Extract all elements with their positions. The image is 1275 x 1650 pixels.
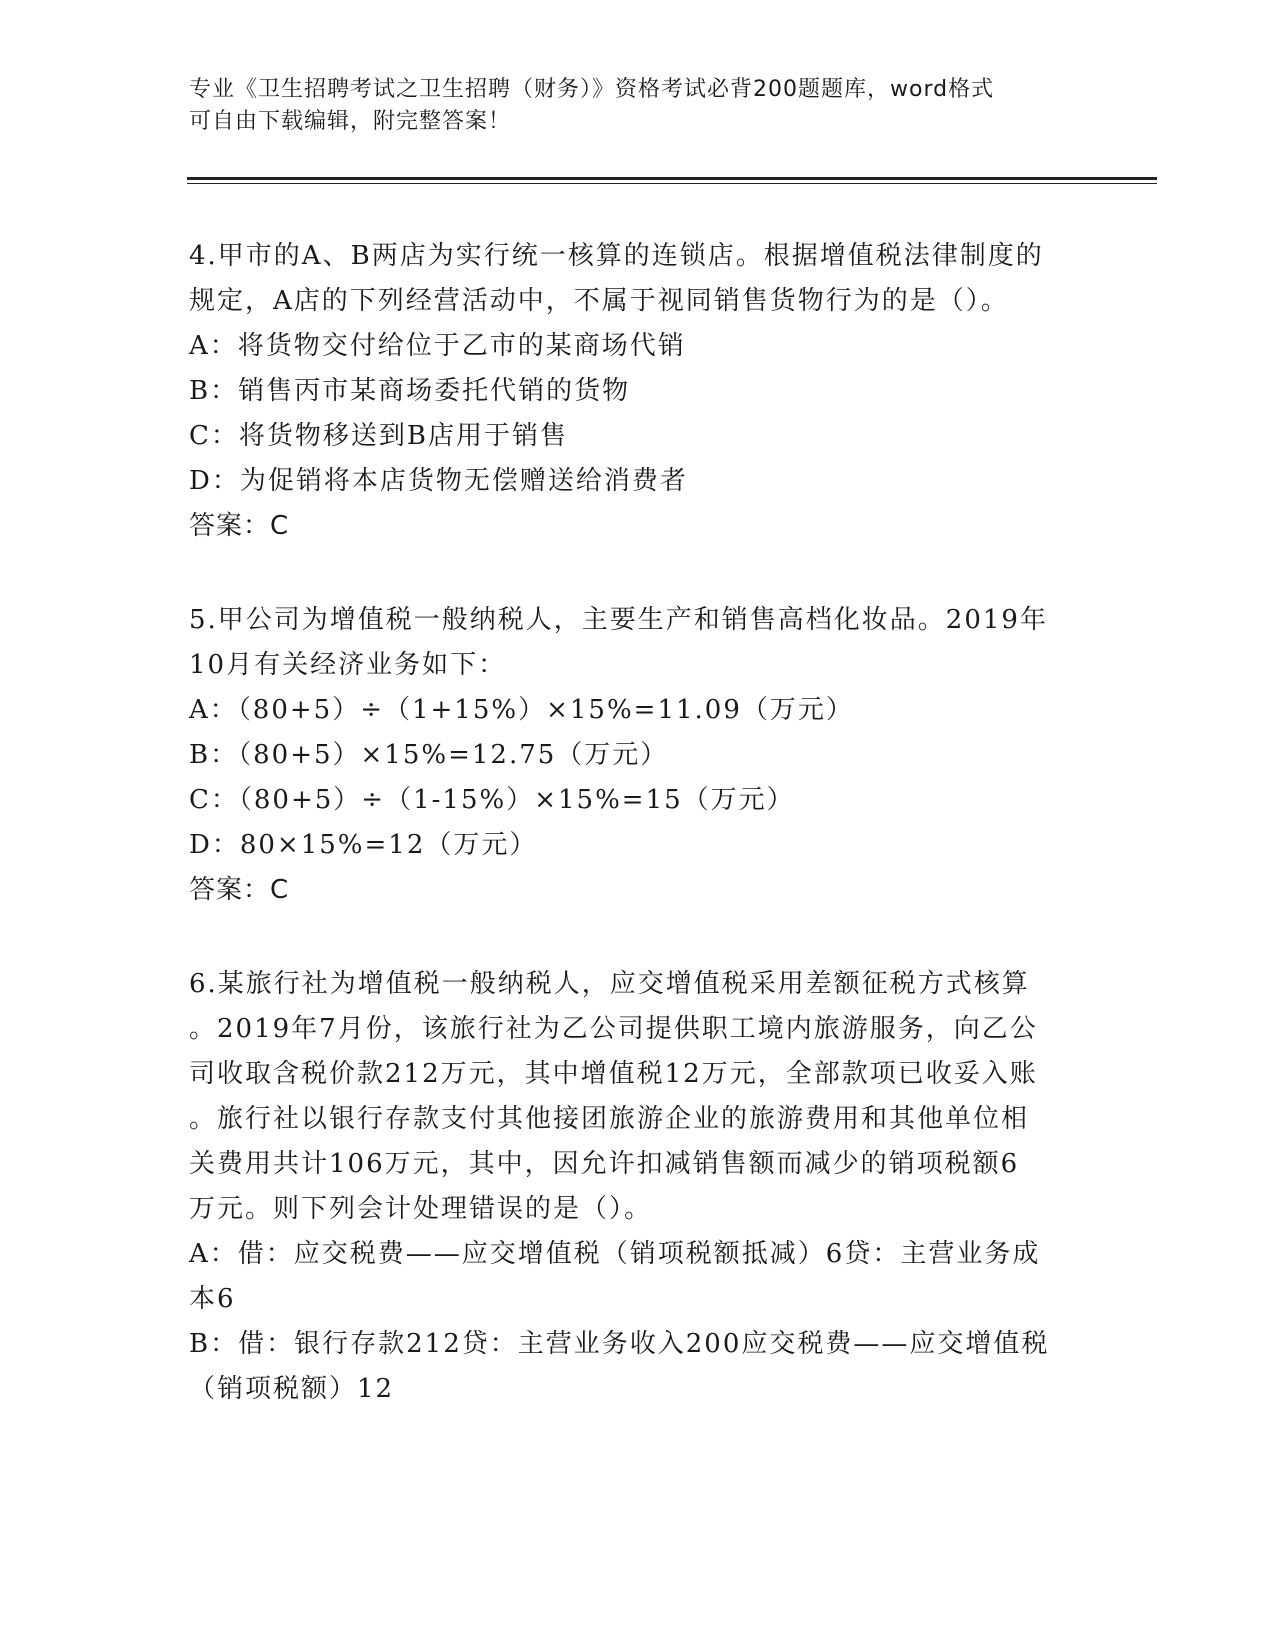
question-text-line: 6.某旅行社为增值税一般纳税人，应交增值税采用差额征税方式核算 [189,969,1030,999]
header-divider-thick [187,177,1157,180]
option-c: C：（80+5）÷（1-15%）×15%=15（万元） [189,785,795,815]
answer-label: 答案：C [189,875,290,905]
question-text-line: 。2019年7月份，该旅行社为乙公司提供职工境内旅游服务，向乙公 [189,1014,1038,1044]
option-a: A：（80+5）÷（1+15%）×15%=11.09（万元） [189,695,854,725]
header-divider-thin [187,183,1157,184]
question-text-line: 5.甲公司为增值税一般纳税人，主要生产和销售高档化妆品。2019年 [189,605,1048,635]
option-c: C：将货物移送到B店用于销售 [189,421,569,451]
option-b-continued: （销项税额）12 [189,1374,395,1404]
option-b: B：借：银行存款212贷：主营业务收入200应交税费——应交增值税 [189,1329,1050,1359]
question-text-line: 规定，A店的下列经营活动中，不属于视同销售货物行为的是（）。 [189,286,1009,316]
option-d: D：80×15%=12（万元） [189,830,538,860]
question-5 [189,598,1089,913]
document-header [189,74,1069,138]
question-text-line: 4.甲市的A、B两店为实行统一核算的连锁店。根据增值税法律制度的 [189,241,1044,271]
question-text-line: 。旅行社以银行存款支付其他接团旅游企业的旅游费用和其他单位相 [189,1104,1030,1134]
question-6 [189,962,1089,1412]
option-b: B：销售丙市某商场委托代销的货物 [189,376,631,406]
header-line-1: 专业《卫生招聘考试之卫生招聘（财务）》资格考试必背200题题库，word格式 [189,77,995,102]
question-text-line: 关费用共计106万元，其中，因允许扣减销售额而减少的销项税额6 [189,1149,1020,1179]
option-a-continued: 本6 [189,1284,236,1314]
option-d: D：为促销将本店货物无偿赠送给消费者 [189,466,688,496]
question-text-line: 司收取含税价款212万元，其中增值税12万元，全部款项已收妥入账 [189,1059,1038,1089]
question-text-line: 10月有关经济业务如下： [189,650,507,680]
header-line-2: 可自由下载编辑，附完整答案！ [189,109,512,134]
option-a: A：将货物交付给位于乙市的某商场代销 [189,331,686,361]
question-text-line: 万元。则下列会计处理错误的是（）。 [189,1194,653,1224]
answer-label: 答案：C [189,511,290,541]
option-b: B：（80+5）×15%=12.75（万元） [189,740,669,770]
option-a: A：借：应交税费——应交增值税（销项税额抵减）6贷：主营业务成 [189,1239,1041,1269]
question-4 [189,234,1089,549]
